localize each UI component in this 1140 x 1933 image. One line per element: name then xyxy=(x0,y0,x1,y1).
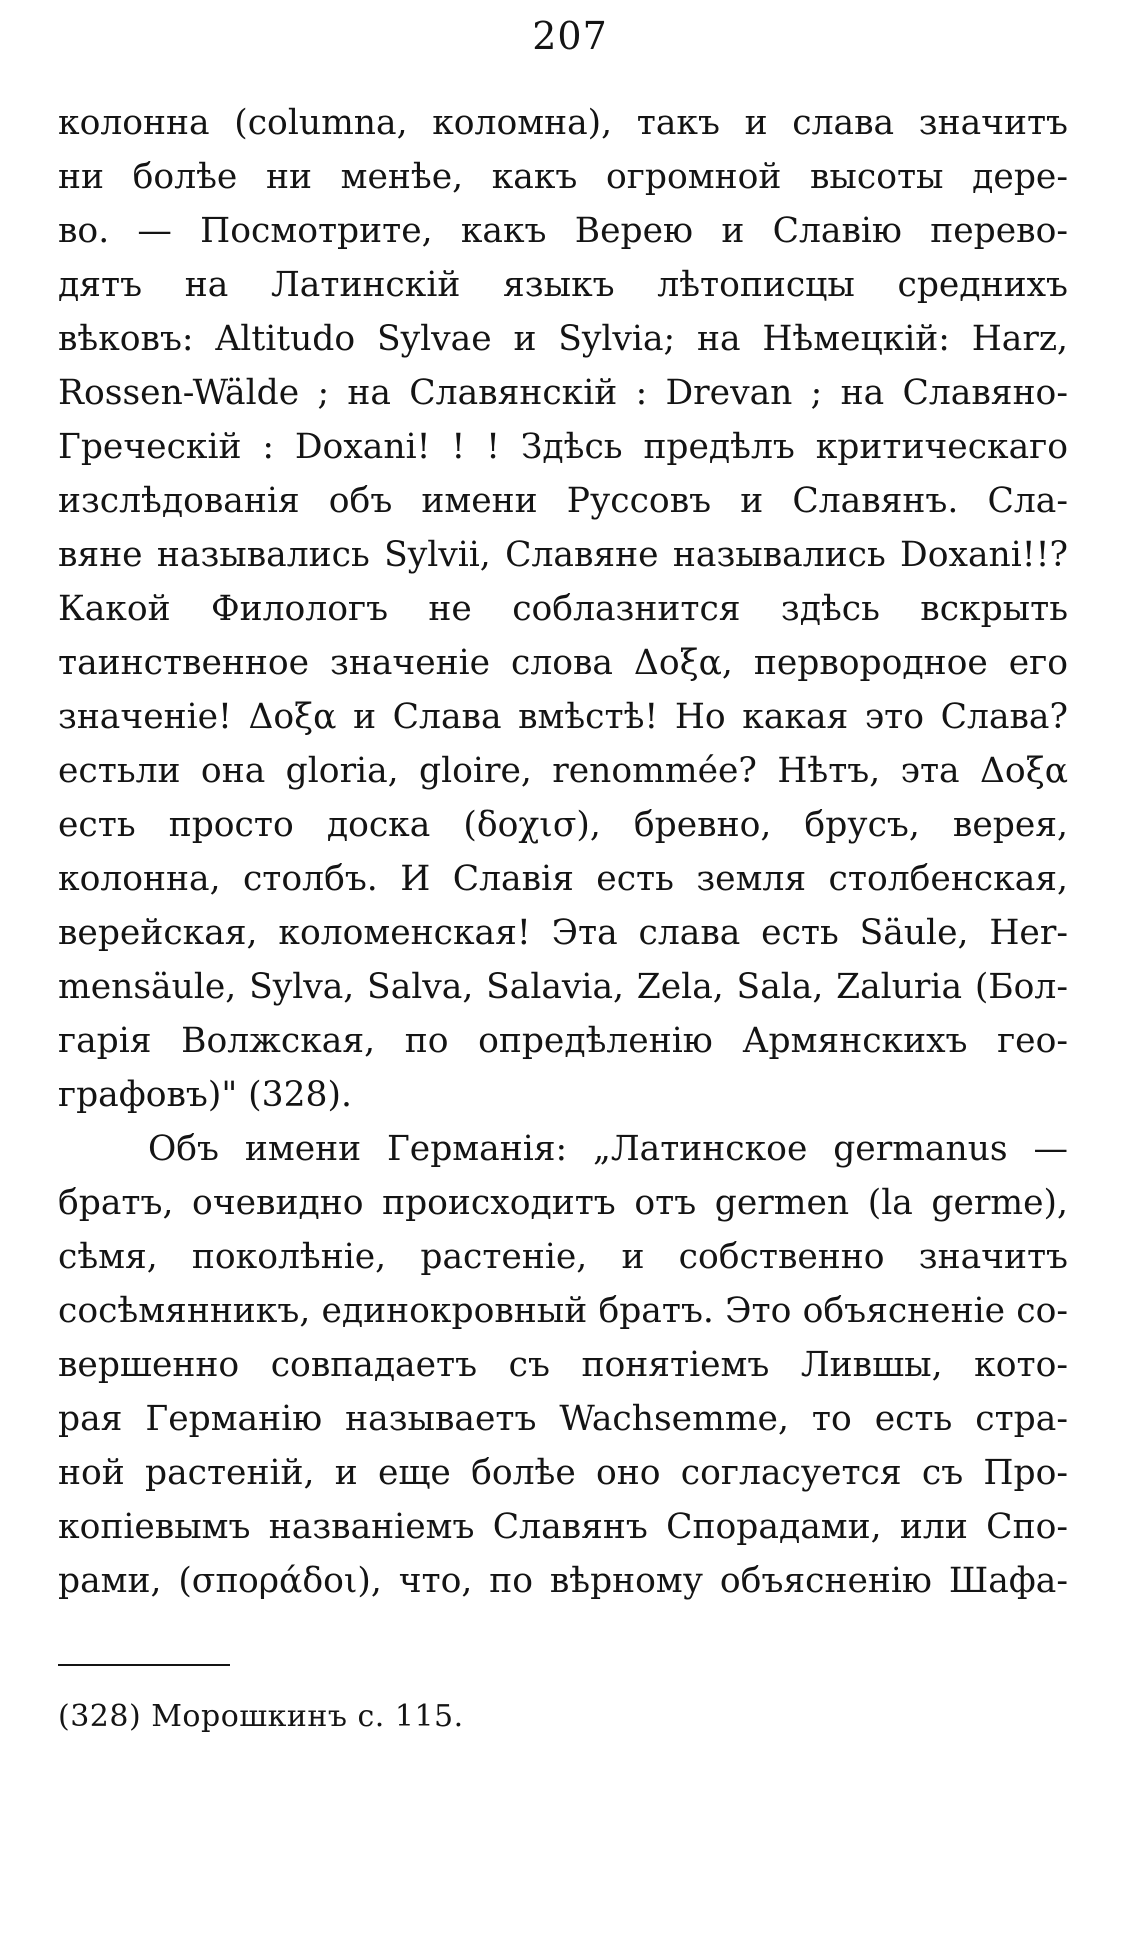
body-text xyxy=(58,96,1068,1608)
text-line: рая Германію называетъ Wachsemme, то есть стра- xyxy=(58,1399,1068,1439)
text-line: во. — Посмотрите, какъ Верею и Славію перево- xyxy=(58,211,1068,251)
text-line: Греческій : Doxani! ! ! Здѣсь предѣлъ критическаго xyxy=(58,427,1068,467)
text-line: вершенно совпадаетъ съ понятіемъ Лившы, кото- xyxy=(58,1345,1068,1385)
text-line: Rossen-Wälde ; на Славянскій : Drevan ; на Славяно- xyxy=(58,373,1068,413)
text-line: верейская, коломенская! Эта слава есть Säule, Her- xyxy=(58,913,1068,953)
text-line: таинственное значеніе слова Δοξα, первородное его xyxy=(58,643,1068,683)
footnote: (328) Морошкинъ с. 115. xyxy=(58,1699,464,1734)
text-line: ной растеній, и еще болѣе оно согласуется съ Про- xyxy=(58,1453,1068,1493)
text-line: рами, (σποράδοι), что, по вѣрному объясненію Шафа- xyxy=(58,1561,1068,1601)
text-line: есть просто доска (δοχισ), бревно, брусъ, верея, xyxy=(58,805,1068,845)
text-line: гарія Волжская, по опредѣленію Армянскихъ гео- xyxy=(58,1021,1068,1061)
text-line: ни болѣе ни менѣе, какъ огромной высоты дере- xyxy=(58,157,1068,197)
page-number: 207 xyxy=(532,14,608,58)
text-line: дятъ на Латинскій языкъ лѣтописцы среднихъ xyxy=(58,265,1068,305)
text-line: колонна (columna, коломна), такъ и слава значитъ xyxy=(58,103,1068,143)
text-line: Какой Филологъ не соблазнится здѣсь вскрыть xyxy=(58,589,1068,629)
text-line: братъ, очевидно происходитъ отъ germen (la germe), xyxy=(58,1183,1068,1223)
text-line: изслѣдованія объ имени Руссовъ и Славянъ. Сла- xyxy=(58,481,1068,521)
text-line: сѣмя, поколѣніе, растеніе, и собственно значитъ xyxy=(58,1237,1068,1277)
text-line: копіевымъ названіемъ Славянъ Спорадами, или Спо- xyxy=(58,1507,1068,1547)
text-line: значеніе! Δοξα и Слава вмѣстѣ! Но какая это Слава? xyxy=(58,697,1068,737)
text-line: вѣковъ: Altitudo Sylvae и Sylvia; на Нѣмецкій: Harz, xyxy=(58,319,1068,359)
footnote-separator xyxy=(58,1664,230,1666)
text-line: естьли она gloria, gloire, renommée? Нѣтъ, эта Δοξα xyxy=(58,751,1068,791)
text-line: mensäule, Sylva, Salva, Salavia, Zela, Sala, Zaluria (Бол- xyxy=(58,967,1068,1007)
text-line: Объ имени Германія: „Латинское germanus — xyxy=(148,1129,1068,1169)
text-line: графовъ)" (328). xyxy=(58,1075,352,1115)
text-line: колонна, столбъ. И Славія есть земля столбенская, xyxy=(58,859,1068,899)
text-line: сосѣмянникъ, единокровный братъ. Это объясненіе со- xyxy=(58,1291,1068,1331)
text-line: вяне назывались Sylvii, Славяне назывались Doxani!!? xyxy=(58,535,1068,575)
